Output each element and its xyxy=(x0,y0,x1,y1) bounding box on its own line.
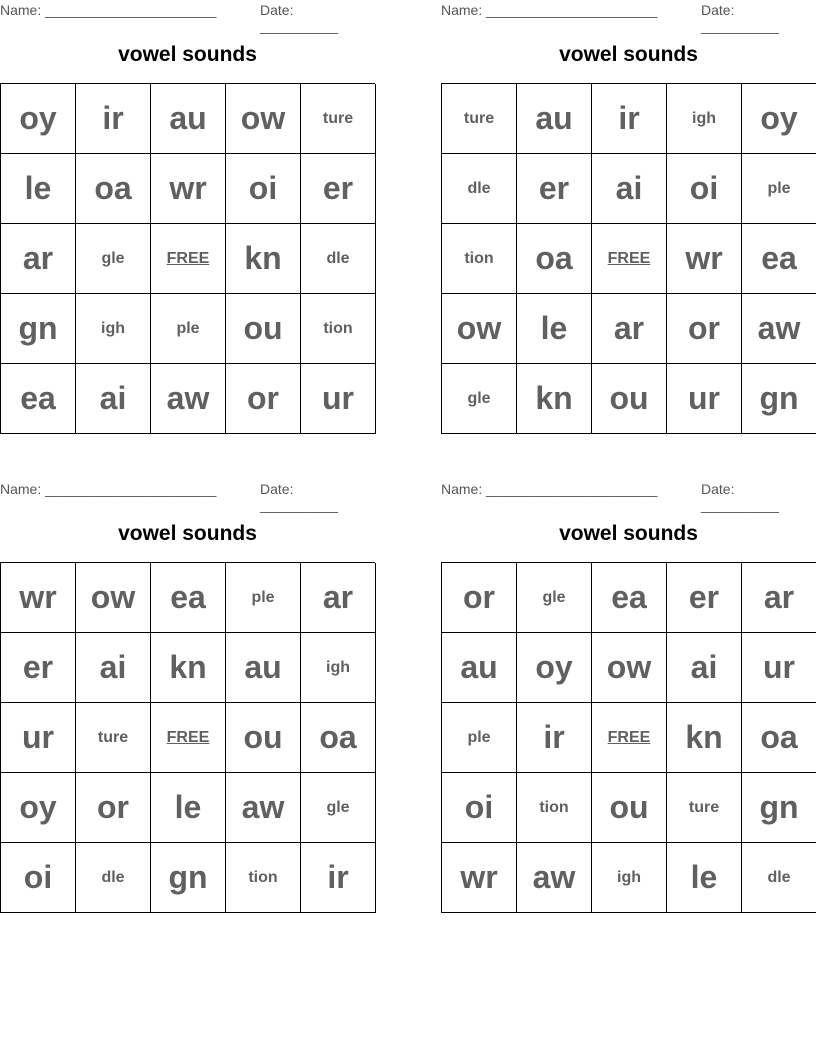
bingo-cell: ou xyxy=(226,294,301,364)
bingo-cell: le xyxy=(517,294,592,364)
bingo-cell: ar xyxy=(1,224,76,294)
bingo-cell: dle xyxy=(301,224,376,294)
bingo-cell: ea xyxy=(1,364,76,434)
bingo-cell: oa xyxy=(742,703,816,773)
name-field-label: Name: ______________________ xyxy=(0,2,217,18)
bingo-cell: ir xyxy=(517,703,592,773)
bingo-grid xyxy=(0,83,375,434)
bingo-cell: oi xyxy=(667,154,742,224)
date-field-label: Date: __________ xyxy=(701,2,779,34)
bingo-cell: oy xyxy=(1,84,76,154)
bingo-cell: tion xyxy=(301,294,376,364)
bingo-cell: oy xyxy=(517,633,592,703)
bingo-cell: wr xyxy=(442,843,517,913)
bingo-cell: gn xyxy=(742,773,816,843)
bingo-cell: or xyxy=(442,563,517,633)
bingo-cell: au xyxy=(226,633,301,703)
bingo-cell: ou xyxy=(592,773,667,843)
bingo-cell: tion xyxy=(226,843,301,913)
bingo-cell: ur xyxy=(1,703,76,773)
bingo-cell: au xyxy=(442,633,517,703)
bingo-cell: ar xyxy=(742,563,816,633)
card-title: vowel sounds xyxy=(559,43,698,66)
free-space-cell: FREE xyxy=(151,224,226,294)
bingo-card-3 xyxy=(0,479,375,913)
bingo-cell: igh xyxy=(76,294,151,364)
bingo-cell: dle xyxy=(76,843,151,913)
bingo-cell: er xyxy=(301,154,376,224)
free-space-cell: FREE xyxy=(592,224,667,294)
bingo-cell: or xyxy=(76,773,151,843)
bingo-cell: aw xyxy=(151,364,226,434)
bingo-cell: aw xyxy=(742,294,816,364)
bingo-cell: ea xyxy=(151,563,226,633)
card-title: vowel sounds xyxy=(559,522,698,545)
bingo-cell: ur xyxy=(301,364,376,434)
bingo-cell: wr xyxy=(151,154,226,224)
bingo-cell: oa xyxy=(517,224,592,294)
bingo-cell: ir xyxy=(592,84,667,154)
name-field-label: Name: ______________________ xyxy=(441,481,658,497)
bingo-cell: or xyxy=(226,364,301,434)
card-header xyxy=(441,2,816,34)
bingo-cell: ai xyxy=(667,633,742,703)
bingo-cell: kn xyxy=(226,224,301,294)
bingo-cell: igh xyxy=(301,633,376,703)
bingo-cell: oy xyxy=(742,84,816,154)
bingo-cell: ow xyxy=(226,84,301,154)
bingo-cell: ow xyxy=(442,294,517,364)
bingo-cell: gle xyxy=(76,224,151,294)
bingo-cell: oa xyxy=(76,154,151,224)
bingo-cell: le xyxy=(1,154,76,224)
bingo-cell: ou xyxy=(226,703,301,773)
bingo-cell: ar xyxy=(592,294,667,364)
bingo-cell: ai xyxy=(76,364,151,434)
bingo-cell: ple xyxy=(442,703,517,773)
bingo-cell: oy xyxy=(1,773,76,843)
bingo-cell: ture xyxy=(301,84,376,154)
bingo-cell: ir xyxy=(301,843,376,913)
date-field-label: Date: __________ xyxy=(260,481,338,513)
bingo-cell: ture xyxy=(76,703,151,773)
date-field-label: Date: __________ xyxy=(260,2,338,34)
bingo-cell: ur xyxy=(667,364,742,434)
bingo-cell: ea xyxy=(592,563,667,633)
bingo-cell: ar xyxy=(301,563,376,633)
name-field-label: Name: ______________________ xyxy=(441,2,658,18)
bingo-cell: ture xyxy=(667,773,742,843)
bingo-cell: oa xyxy=(301,703,376,773)
bingo-cell: er xyxy=(1,633,76,703)
bingo-cell: gn xyxy=(151,843,226,913)
bingo-cell: wr xyxy=(1,563,76,633)
bingo-cell: ea xyxy=(742,224,816,294)
bingo-cell: ow xyxy=(592,633,667,703)
bingo-grid xyxy=(441,83,816,434)
bingo-cell: or xyxy=(667,294,742,364)
card-header xyxy=(441,481,816,513)
card-header xyxy=(0,481,375,513)
bingo-cell: wr xyxy=(667,224,742,294)
bingo-cell: dle xyxy=(742,843,816,913)
bingo-cell: aw xyxy=(517,843,592,913)
bingo-cell: tion xyxy=(442,224,517,294)
bingo-cell: ple xyxy=(151,294,226,364)
bingo-cell: ou xyxy=(592,364,667,434)
bingo-cell: kn xyxy=(151,633,226,703)
bingo-cell: ir xyxy=(76,84,151,154)
card-title: vowel sounds xyxy=(118,522,257,545)
bingo-card-1 xyxy=(0,0,375,434)
bingo-cell: ow xyxy=(76,563,151,633)
bingo-card-2 xyxy=(441,0,816,434)
card-header xyxy=(0,2,375,34)
bingo-cell: gle xyxy=(517,563,592,633)
bingo-cell: igh xyxy=(667,84,742,154)
bingo-cell: kn xyxy=(517,364,592,434)
bingo-cell: ai xyxy=(592,154,667,224)
bingo-cell: er xyxy=(667,563,742,633)
bingo-cell: er xyxy=(517,154,592,224)
bingo-cell: aw xyxy=(226,773,301,843)
bingo-cell: ur xyxy=(742,633,816,703)
bingo-cell: igh xyxy=(592,843,667,913)
bingo-grid xyxy=(0,562,375,913)
bingo-cell: gle xyxy=(301,773,376,843)
bingo-cell: gle xyxy=(442,364,517,434)
bingo-cell: oi xyxy=(442,773,517,843)
bingo-cell: ple xyxy=(742,154,816,224)
bingo-cell: le xyxy=(151,773,226,843)
bingo-cell: dle xyxy=(442,154,517,224)
bingo-cell: au xyxy=(517,84,592,154)
bingo-cell: ai xyxy=(76,633,151,703)
bingo-cell: ture xyxy=(442,84,517,154)
free-space-cell: FREE xyxy=(151,703,226,773)
bingo-cell: gn xyxy=(742,364,816,434)
date-field-label: Date: __________ xyxy=(701,481,779,513)
bingo-cell: au xyxy=(151,84,226,154)
bingo-grid xyxy=(441,562,816,913)
free-space-cell: FREE xyxy=(592,703,667,773)
bingo-cell: tion xyxy=(517,773,592,843)
bingo-cell: gn xyxy=(1,294,76,364)
bingo-card-4 xyxy=(441,479,816,913)
bingo-cell: kn xyxy=(667,703,742,773)
bingo-cell: oi xyxy=(1,843,76,913)
name-field-label: Name: ______________________ xyxy=(0,481,217,497)
card-title: vowel sounds xyxy=(118,43,257,66)
bingo-cell: le xyxy=(667,843,742,913)
bingo-cell: oi xyxy=(226,154,301,224)
bingo-cell: ple xyxy=(226,563,301,633)
